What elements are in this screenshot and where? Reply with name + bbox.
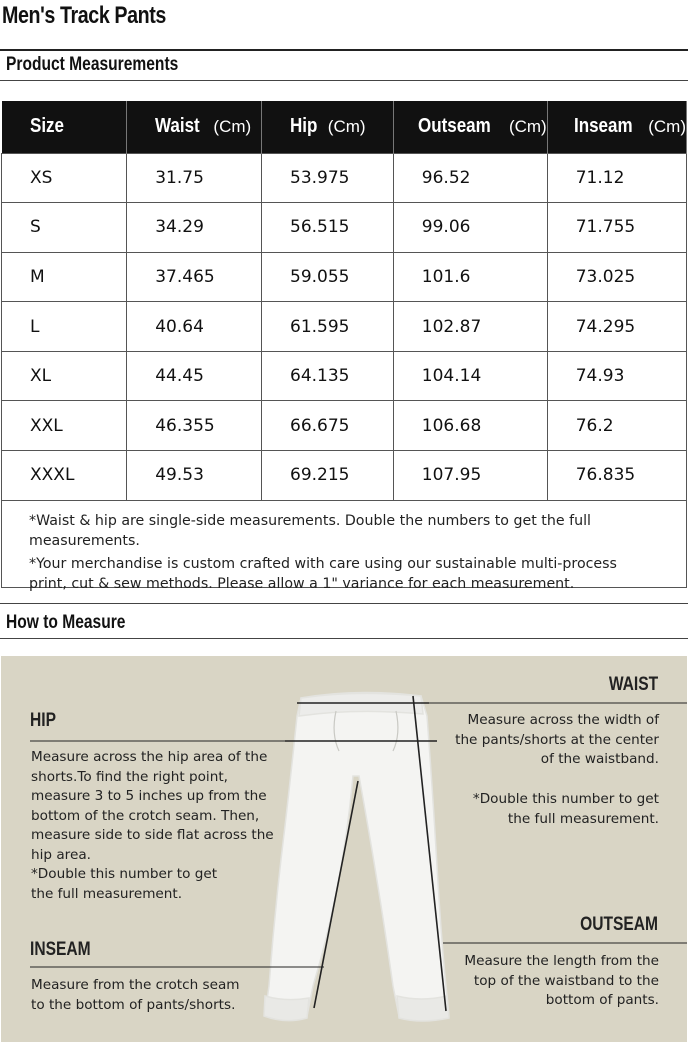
table-row [2, 252, 687, 302]
table-header-row [2, 101, 687, 153]
inseam-cell: 73.025 [547, 252, 686, 302]
outseam-description: Measure the length from the top of the waistband to the bottom of pants. [464, 953, 659, 1008]
section-divider [0, 638, 688, 639]
column-header-size: Size [2, 101, 127, 153]
note-single-side: *Waist & hip are single-side measurements. Double the numbers to get the full measurements. [29, 513, 591, 549]
inseam-cell: 74.93 [547, 351, 686, 401]
page-title: Men's Track Pants [2, 2, 166, 29]
outseam-cell: 99.06 [393, 203, 547, 253]
waist-cell: 44.45 [127, 351, 262, 401]
title-divider [0, 49, 688, 51]
waist-cell: 46.355 [127, 401, 262, 451]
waist-cell: 31.75 [127, 153, 262, 203]
outseam-cell: 107.95 [393, 451, 547, 501]
table-row [2, 401, 687, 451]
hip-cell: 53.975 [262, 153, 394, 203]
size-cell: XS [2, 153, 127, 203]
hip-heading: HIP [30, 710, 56, 731]
outseam-cell: 96.52 [393, 153, 547, 203]
outseam-heading: OUTSEAM [580, 914, 658, 935]
inseam-heading: INSEAM [30, 939, 91, 960]
size-cell: L [2, 302, 127, 352]
table-row [2, 203, 687, 253]
inseam-cell: 76.2 [547, 401, 686, 451]
how-to-measure-heading: How to Measure [6, 612, 126, 633]
outseam-cell: 104.14 [393, 351, 547, 401]
inseam-cell: 74.295 [547, 302, 686, 352]
hip-cell: 56.515 [262, 203, 394, 253]
hip-cell: 59.055 [262, 252, 394, 302]
column-header-hip: Hip (Cm) [262, 101, 394, 153]
table-row [2, 302, 687, 352]
outseam-cell: 106.68 [393, 401, 547, 451]
size-cell: XL [2, 351, 127, 401]
waist-cell: 34.29 [127, 203, 262, 253]
section-divider [0, 603, 688, 604]
size-chart-table [1, 101, 687, 501]
size-cell: S [2, 203, 127, 253]
note-variance: *Your merchandise is custom crafted with care using our sustainable multi-process print, cut & sew methods. Please allow a 1" variance for each measurement. [29, 556, 617, 592]
how-to-measure-panel [1, 656, 687, 1042]
product-measurements-heading: Product Measurements [6, 54, 179, 75]
waist-cell: 37.465 [127, 252, 262, 302]
inseam-cell: 71.755 [547, 203, 686, 253]
hip-cell: 64.135 [262, 351, 394, 401]
waist-note: *Double this number to get the full measurement. [472, 791, 659, 827]
column-header-waist: Waist (Cm) [127, 101, 262, 153]
table-row [2, 451, 687, 501]
outseam-cell: 101.6 [393, 252, 547, 302]
waist-cell: 40.64 [127, 302, 262, 352]
hip-cell: 66.675 [262, 401, 394, 451]
size-cell: M [2, 252, 127, 302]
inseam-description: Measure from the crotch seam to the bottom of pants/shorts. [31, 977, 240, 1013]
table-row [2, 153, 687, 203]
hip-cell: 61.595 [262, 302, 394, 352]
column-header-inseam: Inseam (Cm) [547, 101, 686, 153]
waist-heading: WAIST [608, 674, 658, 695]
measurement-notes [1, 501, 687, 592]
hip-description: Measure across the hip area of the shorts.To find the right point, measure 3 to 5 inches up from the bottom of the crotch seam. Then, measure side to side flat across the hip area. [31, 749, 274, 863]
hip-note: *Double this number to get the full measurement. [31, 866, 218, 902]
size-cell: XXXL [2, 451, 127, 501]
hip-cell: 69.215 [262, 451, 394, 501]
waist-description: Measure across the width of the pants/shorts at the center of the waistband. [455, 712, 659, 767]
column-header-outseam: Outseam (Cm) [393, 101, 547, 153]
section-divider [0, 80, 688, 81]
size-cell: XXL [2, 401, 127, 451]
table-row [2, 351, 687, 401]
outseam-cell: 102.87 [393, 302, 547, 352]
waist-cell: 49.53 [127, 451, 262, 501]
inseam-cell: 71.12 [547, 153, 686, 203]
inseam-cell: 76.835 [547, 451, 686, 501]
